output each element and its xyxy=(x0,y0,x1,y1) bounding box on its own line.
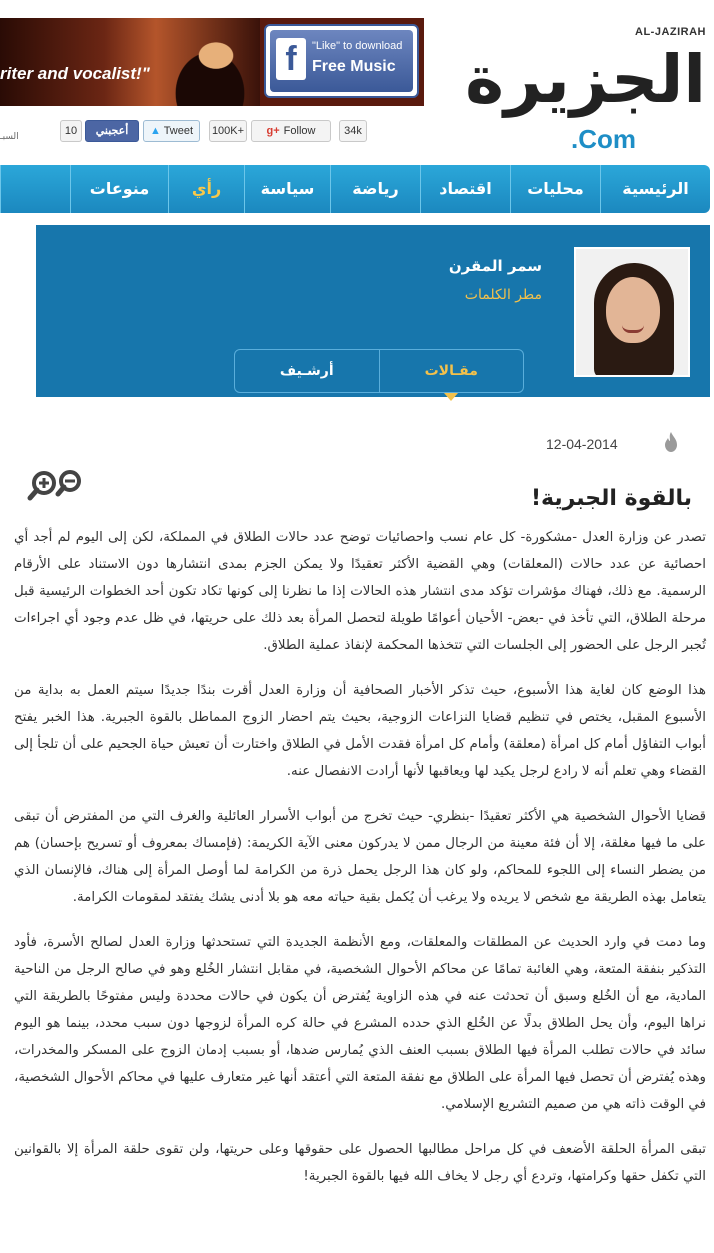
author-box xyxy=(36,225,710,397)
article-paragraph: تبقى المرأة الحلقة الأضعف في كل مراحل مطالبها الحصول على حقوقها وعلى حريتها، ولن تقوى حلقة المرأة إلا بالقوانين التي تكفل حقها وكرامتها، وتردع أي رجل لا يخاف الله فيها بالقوة الجبرية! xyxy=(14,1142,706,1184)
tweet-button[interactable] xyxy=(143,120,200,142)
like-count: 10 xyxy=(60,120,82,142)
author-name[interactable]: سمر المقرن xyxy=(448,257,542,275)
follow-label: Follow xyxy=(283,125,316,137)
nav-local[interactable]: محليات xyxy=(510,165,600,213)
tab-articles[interactable] xyxy=(379,350,524,392)
facebook-like-button[interactable] xyxy=(85,120,139,142)
active-tab-arrow-icon xyxy=(444,393,458,401)
zoom-out-icon[interactable] xyxy=(58,472,79,494)
twitter-bird-icon: ▲ xyxy=(149,125,161,137)
google-plus-follow-button[interactable] xyxy=(251,120,331,142)
nav-sports[interactable]: رياضة xyxy=(330,165,420,213)
main-navigation xyxy=(0,165,710,213)
zoom-in-icon[interactable] xyxy=(30,473,54,498)
logo-dotcom: .Com xyxy=(571,124,636,154)
free-music-ad[interactable] xyxy=(264,24,419,98)
author-tabs xyxy=(234,349,524,393)
nav-opinion[interactable]: رأي xyxy=(168,165,244,213)
tweet-label: Tweet xyxy=(163,125,194,137)
author-avatar[interactable] xyxy=(574,247,690,377)
site-logo[interactable] xyxy=(444,26,706,156)
article-title: بالقوة الجبرية! xyxy=(530,486,692,511)
nav-home[interactable]: الرئيسية xyxy=(600,165,710,213)
nav-misc[interactable]: منوعات xyxy=(70,165,168,213)
tweet-count: 100K+ xyxy=(209,120,247,142)
nav-spacer xyxy=(0,165,70,213)
article-date: 12-04-2014 xyxy=(546,436,618,452)
follow-count: 34k xyxy=(339,120,367,142)
article-body xyxy=(14,524,706,1208)
edge-text: السبـ xyxy=(0,132,19,142)
banner-quote: riter and vocalist!" xyxy=(0,64,150,83)
google-plus-icon: g+ xyxy=(266,125,280,137)
article-paragraph: وما دمت في وارد الحديث عن المطلقات والمعلقات، ومع الأنظمة الجديدة التي تستحدثها وزارة العدل لصالح الأسرة، فأود التذكير بنفقة المتعة، وهي الغائبة تمامًا عن محاكم الأحوال الشخصية، في مقابل انتشار الخُلع وهو في صالح الرجل من الناحية المادية، مع أن الخُلع وسبق أن تحدثت عنه في هذه الزاوية يُفترض أن يكون في حالات محددة وليس مفتوحًا بالطريقة التي نراها اليوم، وأن يحل الطلاق بدلًا عن الخُلع الذي حدده المشرع في حالة كره المرأة لزوجها دون سبب محدد، بينما هو اليوم سائد في حالات تطلب المرأة فيها الطلاق بسبب العنف الذي يُمارس ضدها، أو بسبب إدمان الزوج على المسكر والمخدرات، وهذه يُفترض أن تحصل فيها المرأة على الطلاق مع نفقة المتعة التي أعتقد أنها غير متعارف عليها في محاكم الأحوال الشخصية، في الوقت ذاته هي من صميم التشريع الإسلامي. xyxy=(14,935,706,1112)
social-share-bar xyxy=(0,120,380,142)
musician-image xyxy=(150,22,270,106)
article-paragraph: قضايا الأحوال الشخصية هي الأكثر تعقيدًا -بنظري- حيث تخرج من أبواب الأسرار العائلية والغرف التي من المفترض أن تبقى على ما فيها مغلقة، إلا أن فئة معينة من الرجال ممن لا يدركون معنى الآية الكريمة: (فإمساك بمعروف أو تسريح بإحسان) هم من يضطر النساء إلى اللجوء للمحاكم، ولو كان هذا الرجل يحمل ذرة من الكرامة لما أوصل المرأة إلى هناك، فالإنسان الذي يتعامل بهذه الطريقة مع شخص لا يريده ولا يرغب أن يُكمل بقية حياته معه هو بلا أدنى يشك يفتقد لمقومات الكرامة. xyxy=(14,809,706,905)
ad-line-1: "Like" to download xyxy=(312,40,403,52)
nav-economy[interactable]: اقتصاد xyxy=(420,165,510,213)
article-paragraph: هذا الوضع كان لغاية هذا الأسبوع، حيث تذكر الأخبار الصحافية أن وزارة العدل أقرت بندًا جديدًا سيتم العمل به بداية من الأسبوع المقبل، يختص في تنظيم قضايا النزاعات الزوجية، بحيث يتم احضار الزوج المماطل بالقوة الجبرية. هذا الخبر يفتح أبواب التفاؤل أمام كل امرأة (معلقة) وأمام كل امرأة فقدت الأمل في الطلاق واختارت أن تعيش حياة الجحيم على أن تلجأ إلى القضاء وهي تعلم أنه لا رادع لرجل يكيد لها ويعاقبها لأنها أرادت الانفصال عنه. xyxy=(14,683,706,779)
logo-english: AL-JAZIRAH xyxy=(635,26,706,38)
nav-politics[interactable]: سياسة xyxy=(244,165,330,213)
flame-icon xyxy=(664,432,678,452)
tab-archive[interactable]: أرشـيف xyxy=(279,363,334,379)
advertisement-banner[interactable] xyxy=(0,18,424,106)
column-name: مطر الكلمات xyxy=(464,287,542,303)
tab-articles-label: مقـالات xyxy=(424,363,478,379)
facebook-like-label: أعجبني xyxy=(95,125,129,137)
article-paragraph: تصدر عن وزارة العدل -مشكورة- كل عام نسب واحصائيات توضح عدد حالات الطلاق في المملكة، لكن إلى اليوم لم أجد أي احصائية عن عدد حالات (المعلقات) وهي القضية الأكثر تعقيدًا ولا يمكن الجزم بمدى انتشارها دون الاستناد على الأرقام الرسمية. مع ذلك، فهناك مؤشرات تؤكد مدى انتشار هذه الحالات إذا ما نظرنا إلى كونها تكاد تكون أحد الخطوات الرئيسية قبل مرحلة الطلاق، التي تأخذ في -بعض- الأحيان أعوامًا طويلة لتحصل المرأة بعد ذلك على حريتها، في ظل عدم وجود أي اجراءات تُجبر الرجل على الحضور إلى الجلسات التي تتخذها المحكمة لإنفاذ عملية الطلاق. xyxy=(14,530,706,653)
zoom-icons xyxy=(26,468,86,502)
ad-line-2: Free Music xyxy=(312,58,396,75)
facebook-icon: f xyxy=(276,38,306,80)
logo-arabic: الجزيرة xyxy=(465,41,706,118)
